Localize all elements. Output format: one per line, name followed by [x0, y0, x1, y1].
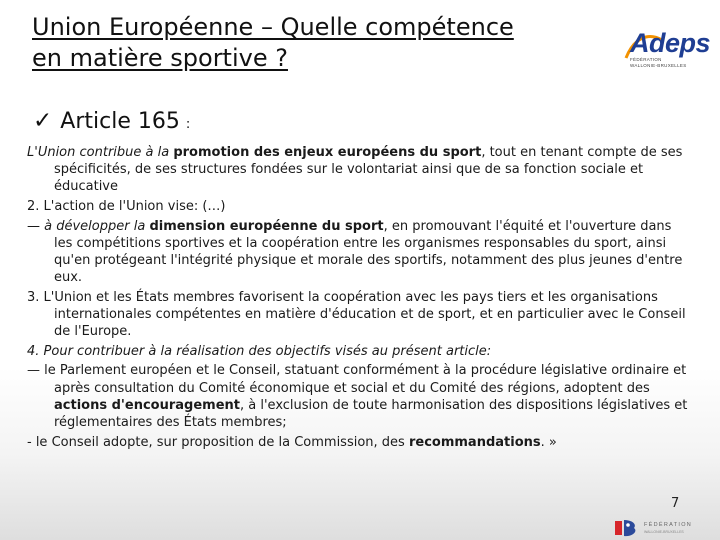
federation-mark-icon	[612, 517, 642, 539]
adeps-logo-word: Adeps	[630, 28, 711, 58]
article-colon: :	[185, 117, 191, 132]
paragraph-text-run: , tout en tenant compte de ses spécificités, de ses structures fondées sur le volontariat ainsi que de sa fonction sociale et éducative	[54, 145, 683, 195]
paragraph-text-run: — le Parlement européen et le Conseil, statuant conformément à la procédure législative ordinaire et après consultation du Comité économique et social et du Comité des régions, adoptent des	[27, 363, 687, 396]
paragraph-text-run: promotion des enjeux européens du sport	[173, 145, 482, 160]
title-line-2: en matière sportive ?	[32, 44, 288, 72]
article-paragraph	[27, 144, 692, 196]
paragraph-text-run: 3. L'Union et les États membres favorisent la coopération avec les pays tiers et les organisations internationales compétentes en matière d'éducation et de sport, et en particulier avec le Conseil de l'Europe.	[27, 289, 686, 340]
paragraph-text-run: - le Conseil adopte, sur proposition de la Commission, des	[27, 434, 409, 450]
page-title	[32, 12, 592, 74]
article-heading	[33, 108, 190, 134]
federation-logo	[612, 517, 716, 539]
article-paragraph	[27, 434, 692, 451]
page-number: 7	[671, 496, 680, 511]
title-line-1: Union Européenne – Quelle compétence	[32, 13, 514, 41]
federation-subtext: WALLONIE-BRUXELLES	[644, 530, 684, 534]
article-paragraph	[27, 218, 692, 287]
article-paragraph	[27, 198, 692, 215]
paragraph-text-run: , à l'exclusion de toute harmonisation des dispositions législatives et réglementaires des États membres;	[54, 397, 688, 430]
paragraph-text-run: , en promouvant l'équité et l'ouverture dans les compétitions sportives et la coopération entre les organismes responsables du sport, ainsi qu'en protégeant l'intégrité physique et morale des sportifs, notamment des plus jeunes d'entre eux.	[54, 218, 683, 286]
article-text	[27, 144, 692, 453]
adeps-logo-sub-1: FÉDÉRATION	[630, 57, 662, 62]
article-paragraph	[27, 343, 692, 360]
paragraph-text-run: dimension européenne du sport	[149, 218, 384, 234]
paragraph-text-run: actions d'encouragement	[54, 397, 240, 413]
paragraph-text-run: recommandations	[408, 434, 541, 450]
paragraph-text-run: — à développer la	[27, 218, 150, 234]
adeps-logo-sub-2: WALLONIE-BRUXELLES	[630, 63, 687, 68]
paragraph-text-run: L'Union contribue à la	[27, 145, 174, 160]
article-label: Article 165	[60, 109, 180, 134]
paragraph-text-run: 2. L'action de l'Union vise: (…)	[27, 199, 226, 214]
federation-text: FÉDÉRATION	[644, 522, 693, 528]
article-paragraph	[27, 362, 692, 431]
check-icon: ✓	[33, 108, 53, 134]
paragraph-text-run: 4. Pour contribuer à la réalisation des objectifs visés au présent article:	[27, 343, 492, 359]
paragraph-text-run: . »	[540, 434, 557, 450]
article-paragraph	[27, 289, 692, 341]
adeps-logo	[624, 28, 712, 70]
